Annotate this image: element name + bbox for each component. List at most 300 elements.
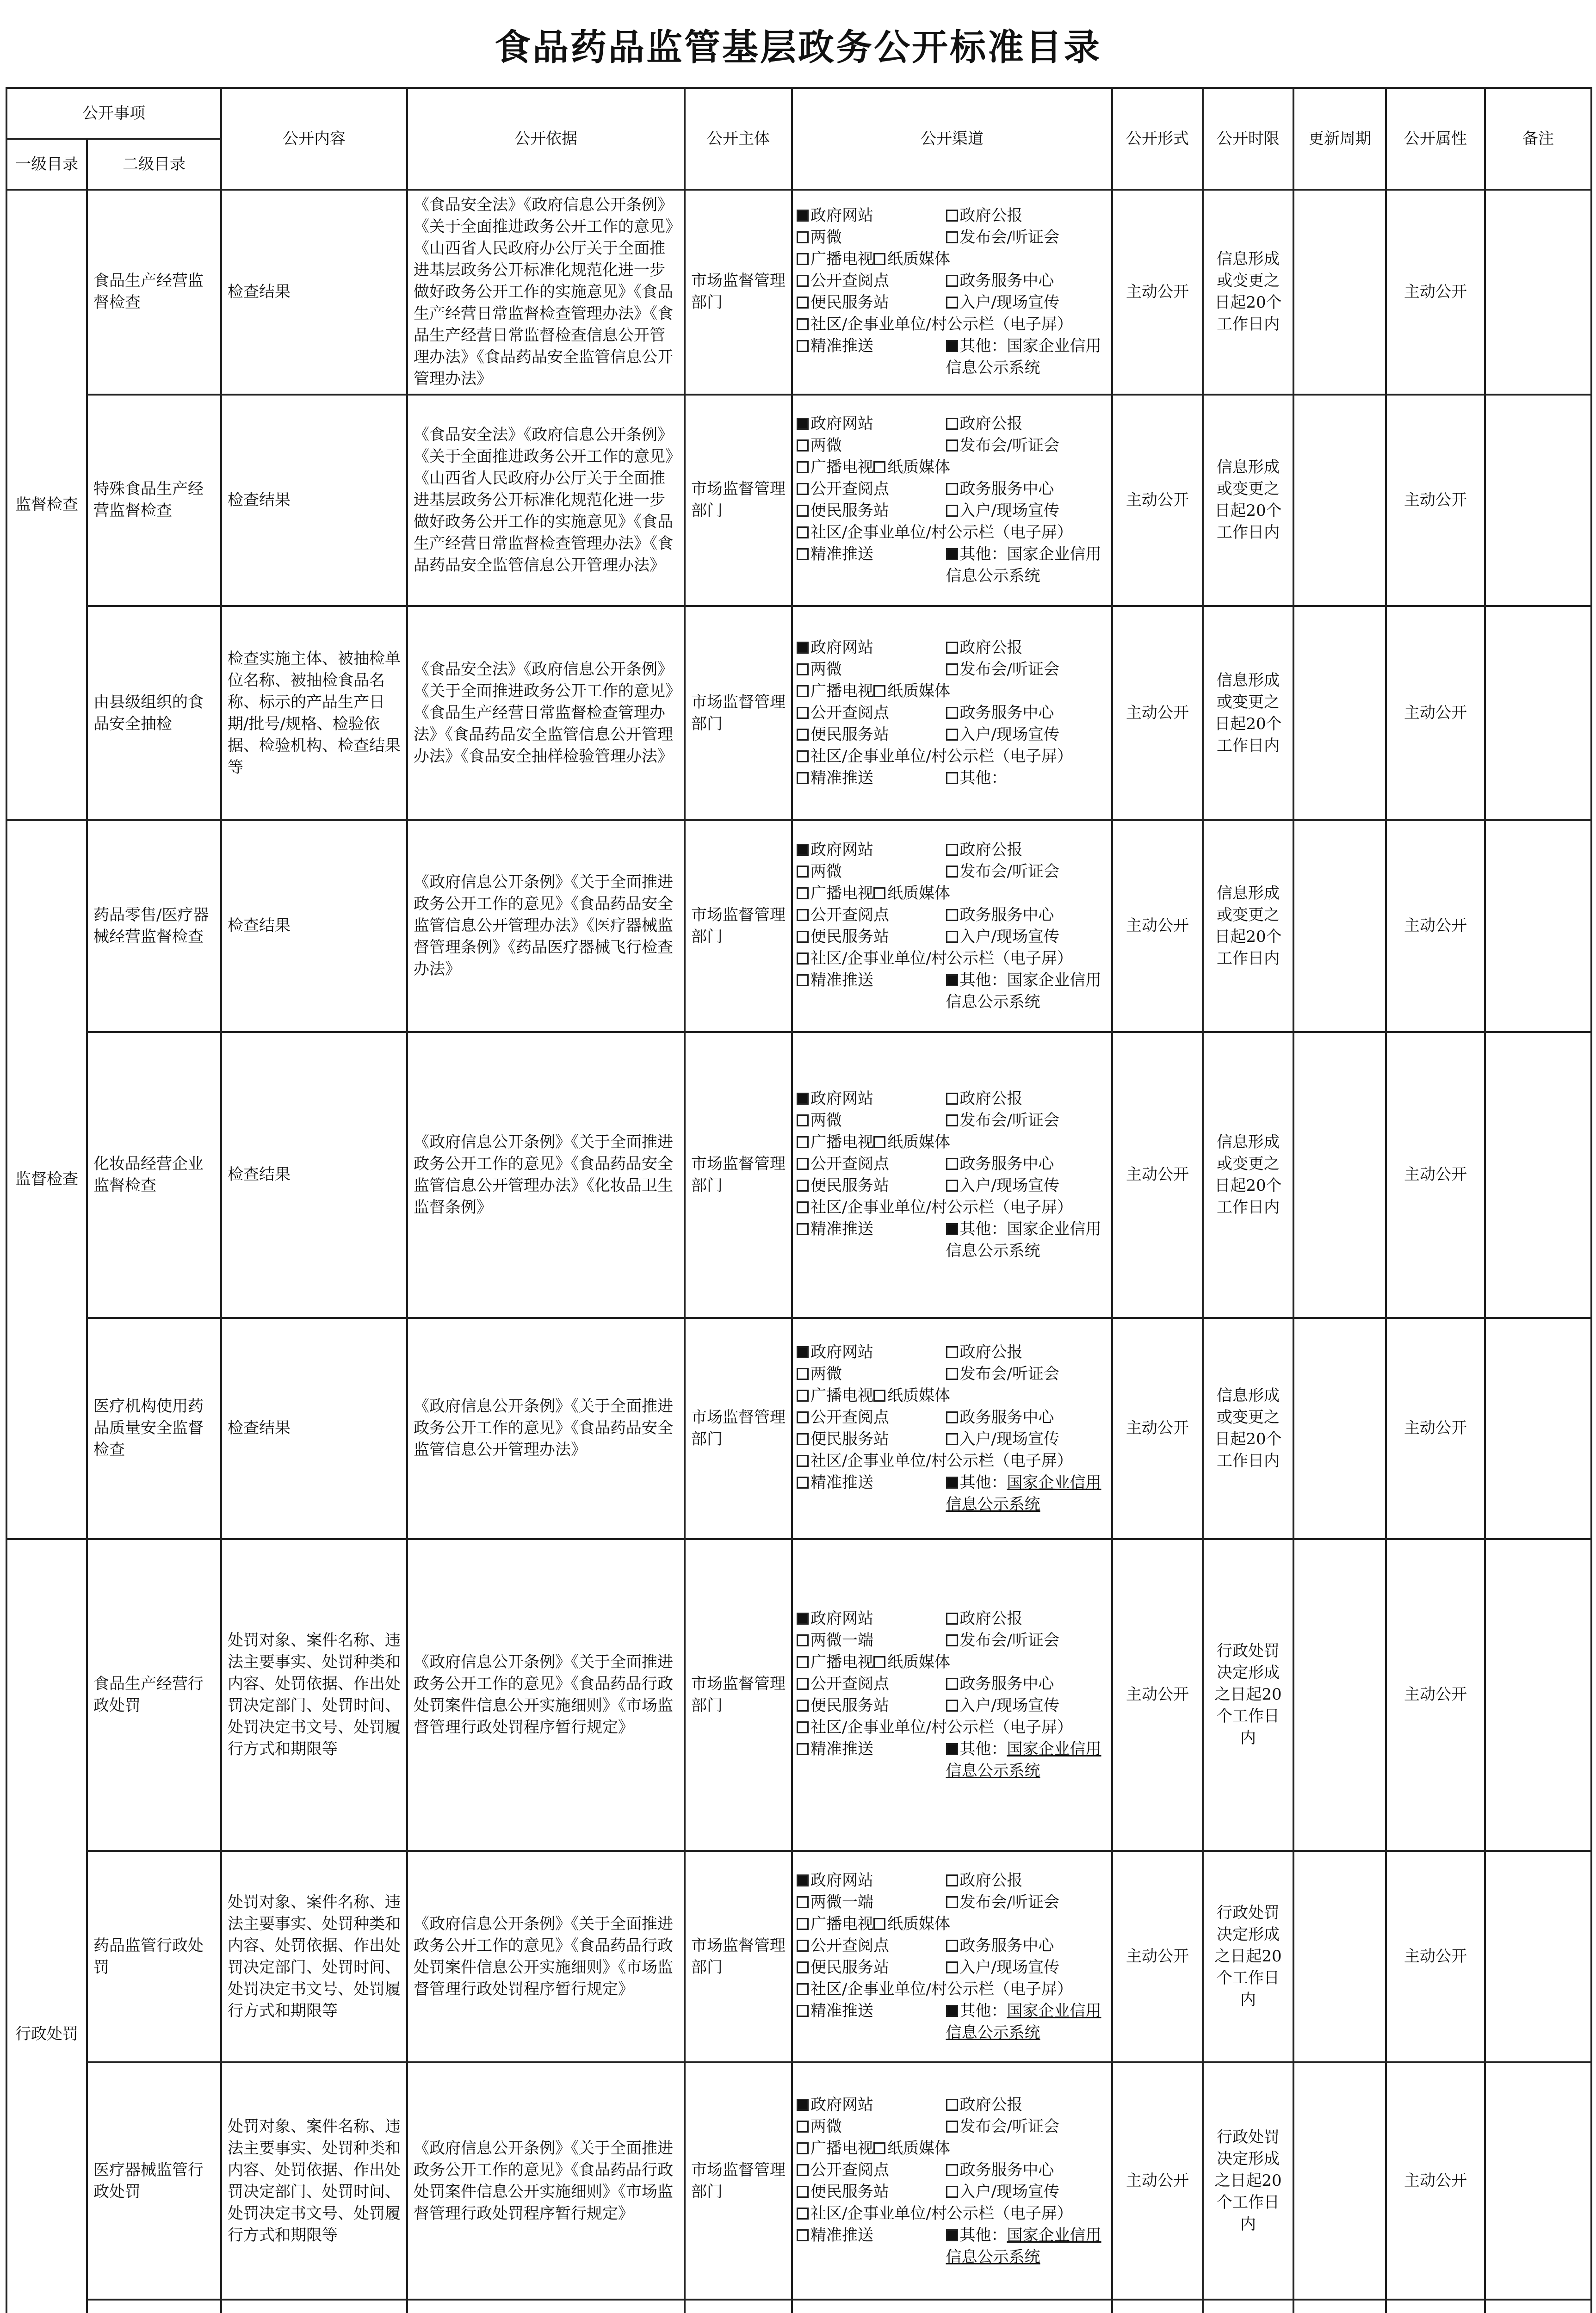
channel-label: 广播电视 (810, 884, 873, 903)
time-limit-cell (1203, 2300, 1293, 2313)
channel-convenience (797, 926, 946, 948)
channel-press (946, 2116, 1107, 2138)
update-cell (1293, 190, 1386, 395)
basis-cell: 《政府信息公开条例》《关于全面推进政务公开工作的意见》《食品药品行政处罚案件信息公开实施细则》《市场监督管理行政处罚程序暂行规定》 (407, 1851, 685, 2063)
update-cell (1293, 395, 1386, 606)
update-cell (1293, 1318, 1386, 1539)
channel-community (797, 1717, 1107, 1738)
level1-cell: 行政处罚 (6, 1539, 87, 2313)
checkbox-icon (797, 844, 809, 856)
checkbox-icon (797, 1411, 809, 1423)
channel-label: 精准推送 (810, 1739, 873, 1758)
channel-label: 政务服务中心 (959, 1154, 1054, 1173)
channel-label: 公开查阅点 (810, 272, 889, 291)
channel-press (946, 435, 1107, 457)
channel-two-micro (797, 861, 946, 883)
credit-system-text: 国家企业信用信息公示系统 (946, 545, 1101, 586)
channel-label: 纸质媒体 (887, 458, 950, 477)
channel-list (797, 205, 1107, 379)
header-channel: 公开渠道 (792, 88, 1112, 190)
checkbox-icon (797, 2229, 809, 2241)
attribute-cell: 主动公开 (1386, 820, 1485, 1032)
channel-precise (797, 544, 946, 587)
credit-system-text: 国家企业信用信息公示系统 (946, 1739, 1101, 1780)
form-cell: 主动公开 (1112, 2062, 1203, 2300)
channel-convenience (797, 1429, 946, 1450)
channel-cell (792, 820, 1112, 1032)
checkbox-icon (946, 231, 958, 243)
checkbox-icon (946, 909, 958, 921)
checkbox-icon (946, 642, 958, 654)
checkbox-icon (797, 505, 809, 517)
form-cell: 主动公开 (1112, 820, 1203, 1032)
checkbox-icon (946, 418, 958, 430)
channel-two-micro (797, 1363, 946, 1385)
channel-community (797, 1450, 1107, 1472)
channel-label: 两微一端 (810, 1631, 873, 1650)
checkbox-icon (797, 461, 809, 473)
channel-label: 其他： (959, 2001, 1007, 2020)
header-content: 公开内容 (221, 88, 407, 190)
checkbox-icon (797, 1896, 809, 1908)
channel-label: 政务服务中心 (959, 1936, 1054, 1955)
form-cell: 主动公开 (1112, 1539, 1203, 1851)
channel-label: 政府网站 (810, 1871, 873, 1890)
channel-press (946, 1630, 1107, 1651)
channel-label: 公开查阅点 (810, 480, 889, 499)
checkbox-icon (946, 548, 958, 560)
header-attribute: 公开属性 (1386, 88, 1485, 190)
channel-consult (797, 702, 946, 724)
channel-consult (797, 1407, 946, 1429)
channel-two-micro (797, 227, 946, 248)
form-cell (1112, 2300, 1203, 2313)
channel-label: 两微 (810, 228, 842, 247)
channel-label: 入户/现场宣传 (959, 1958, 1060, 1977)
table-row (6, 820, 1591, 1032)
channel-label: 社区/企事业单位/村公示栏（电子屏） (810, 523, 1073, 542)
channel-two-micro (797, 659, 946, 680)
channel-label: 政务服务中心 (959, 905, 1054, 924)
channel-precise (797, 1218, 946, 1262)
channel-label: 精准推送 (810, 769, 873, 788)
remark-cell (1485, 395, 1591, 606)
channel-convenience (797, 500, 946, 522)
page-title: 食品药品监管基层政务公开标准目录 (494, 27, 1101, 68)
channel-label: 政府网站 (810, 1089, 873, 1108)
content-cell: 检查结果 (221, 1318, 407, 1539)
channel-label: 入户/现场宣传 (959, 293, 1060, 312)
channel-label: 社区/企事业单位/村公示栏（电子屏） (810, 1718, 1073, 1737)
checkbox-icon (797, 1201, 809, 1213)
checkbox-icon (873, 887, 885, 899)
checkbox-icon (946, 340, 958, 352)
channel-label: 广播电视 (810, 1914, 873, 1933)
channel-household (946, 2181, 1107, 2203)
channel-cell (792, 606, 1112, 820)
channel-precise (797, 970, 946, 1013)
checkbox-icon (946, 844, 958, 856)
remark-cell (1485, 2300, 1591, 2313)
channel-service-center (946, 270, 1107, 292)
channel-label: 广播电视 (810, 1652, 873, 1671)
checkbox-icon (797, 1158, 809, 1170)
checkbox-icon (797, 1346, 809, 1358)
checkbox-icon (873, 1656, 885, 1668)
checkbox-icon (946, 2099, 958, 2111)
subject-cell: 市场监督管理部门 (685, 1851, 792, 2063)
channel-community (797, 2203, 1107, 2225)
checkbox-icon (797, 707, 809, 719)
channel-label: 便民服务站 (810, 2182, 889, 2201)
channel-label: 广播电视 (810, 250, 873, 269)
channel-community (797, 1197, 1107, 1218)
channel-list (797, 1608, 1107, 1782)
level2-cell: 药品零售/医疗器械经营监督检查 (87, 820, 221, 1032)
checkbox-icon (946, 663, 958, 675)
level2-cell: 特殊食品生产经营监督检查 (87, 395, 221, 606)
channel-gov-site (797, 1088, 946, 1110)
checkbox-icon (946, 2121, 958, 2133)
channel-household (946, 926, 1107, 948)
form-cell: 主动公开 (1112, 606, 1203, 820)
channel-label: 两微 (810, 1364, 842, 1383)
checkbox-icon (946, 2005, 958, 2017)
channel-label: 广播电视 (810, 1386, 873, 1405)
channel-gov-gazette (946, 2094, 1107, 2116)
subject-cell: 市场监督管理部门 (685, 1032, 792, 1318)
update-cell (1293, 2062, 1386, 2300)
checkbox-icon (946, 707, 958, 719)
checkbox-icon (946, 2186, 958, 2198)
basis-cell: 《食品安全法》《政府信息公开条例》《关于全面推进政务公开工作的意见》《山西省人民政府办公厅关于全面推进基层政务公开标准化规范化进一步做好政务公开工作的实施意见》《食品生产经营日常监督检查管理办法》《食品药品安全监管信息公开管理办法》 (407, 395, 685, 606)
channel-gov-gazette (946, 205, 1107, 227)
channel-label: 政府公报 (959, 2095, 1023, 2114)
remark-cell (1485, 190, 1591, 395)
channel-precise (797, 767, 946, 789)
checkbox-icon (797, 1983, 809, 1995)
channel-label: 入户/现场宣传 (959, 501, 1060, 520)
channel-label: 入户/现场宣传 (959, 1176, 1060, 1195)
subject-cell: 市场监督管理部门 (685, 1539, 792, 1851)
checkbox-icon (873, 461, 885, 473)
update-cell (1293, 606, 1386, 820)
basis-cell: 《政府信息公开条例》《关于全面推进政务公开工作的意见》《食品药品行政处罚案件信息公开实施细则》《市场监督管理行政处罚程序暂行规定》 (407, 1539, 685, 1851)
basis-cell: 《政府信息公开条例》《关于全面推进政务公开工作的意见》《食品药品安全监管信息公开管理办法》 (407, 1318, 685, 1539)
attribute-cell: 主动公开 (1386, 1032, 1485, 1318)
subject-cell: 市场监督管理部门 (685, 2062, 792, 2300)
checkbox-icon (797, 1433, 809, 1445)
checkbox-icon (946, 729, 958, 741)
channel-label: 纸质媒体 (887, 1132, 950, 1151)
time-limit-cell: 信息形成或变更之日起20个工作日内 (1203, 820, 1293, 1032)
table-row (6, 395, 1591, 606)
header-update: 更新周期 (1293, 88, 1386, 190)
channel-service-center (946, 1673, 1107, 1695)
channel-list (797, 1870, 1107, 2044)
content-cell: 检查实施主体、被抽检单位名称、被抽检食品名称、标示的产品生产日期/批号/规格、检验依据、检验机构、检查结果等 (221, 606, 407, 820)
update-cell (1293, 1539, 1386, 1851)
channel-label: 政务服务中心 (959, 480, 1054, 499)
basis-cell: 《政府信息公开条例》《关于全面推进政务公开工作的意见》《食品药品安全监管信息公开管理办法》《化妆品卫生监督条例》 (407, 1032, 685, 1318)
channel-convenience (797, 292, 946, 314)
attribute-cell: 主动公开 (1386, 190, 1485, 395)
channel-label: 纸质媒体 (887, 682, 950, 701)
table-row (6, 1318, 1591, 1539)
basis-cell (407, 2300, 685, 2313)
checkbox-icon (873, 2142, 885, 2154)
header-remark: 备注 (1485, 88, 1591, 190)
checkbox-icon (873, 1918, 885, 1930)
checkbox-icon (797, 526, 809, 538)
checkbox-icon (797, 439, 809, 451)
channel-label: 政府网站 (810, 638, 873, 657)
channel-label: 公开查阅点 (810, 704, 889, 723)
channel-label: 发布会/听证会 (959, 1631, 1060, 1650)
channel-label: 政府网站 (810, 1342, 873, 1361)
channel-media (797, 1913, 1107, 1935)
channel-label: 精准推送 (810, 1473, 873, 1492)
channel-label: 两微一端 (810, 1892, 873, 1911)
channel-label: 政府网站 (810, 206, 873, 225)
channel-label: 便民服务站 (810, 293, 889, 312)
channel-label: 纸质媒体 (887, 1386, 950, 1405)
channel-media (797, 2138, 1107, 2159)
checkbox-icon (946, 505, 958, 517)
channel-list (797, 1088, 1107, 1262)
checkbox-icon (797, 1940, 809, 1952)
channel-gov-site (797, 1342, 946, 1363)
checkbox-icon (797, 685, 809, 697)
table-row (6, 2300, 1591, 2313)
channel-label: 政府公报 (959, 206, 1023, 225)
checkbox-icon (797, 275, 809, 287)
channel-label: 广播电视 (810, 458, 873, 477)
remark-cell (1485, 606, 1591, 820)
channel-label: 其他： (959, 1473, 1007, 1492)
update-cell (1293, 1851, 1386, 2063)
channel-label: 发布会/听证会 (959, 2117, 1060, 2136)
channel-label: 发布会/听证会 (959, 660, 1060, 679)
channel-press (946, 861, 1107, 883)
channel-service-center (946, 1153, 1107, 1175)
channel-list (797, 2094, 1107, 2268)
channel-media (797, 1385, 1107, 1407)
checkbox-icon (797, 772, 809, 784)
channel-label: 其他： (959, 1739, 1007, 1758)
subject-cell (685, 2300, 792, 2313)
form-cell: 主动公开 (1112, 1032, 1203, 1318)
channel-label: 政务服务中心 (959, 2160, 1054, 2179)
channel-cell (792, 1032, 1112, 1318)
checkbox-icon (873, 1136, 885, 1148)
checkbox-icon (797, 866, 809, 878)
channel-label: 政府网站 (810, 840, 873, 859)
level2-cell (87, 2300, 221, 2313)
channel-label: 发布会/听证会 (959, 436, 1060, 455)
checkbox-icon (797, 1613, 809, 1625)
checkbox-icon (797, 2142, 809, 2154)
channel-label: 政务服务中心 (959, 1408, 1054, 1427)
channel-label: 纸质媒体 (887, 1652, 950, 1671)
channel-household (946, 500, 1107, 522)
checkbox-icon (797, 1390, 809, 1402)
channel-label: 其他： (959, 1219, 1007, 1238)
remark-cell (1485, 2062, 1591, 2300)
channel-label: 政府网站 (810, 2095, 873, 2114)
remark-cell (1485, 1318, 1591, 1539)
attribute-cell: 主动公开 (1386, 2062, 1485, 2300)
channel-consult (797, 1673, 946, 1695)
channel-label: 其他： (959, 769, 1007, 788)
channel-label: 政务服务中心 (959, 1674, 1054, 1693)
channel-convenience (797, 1175, 946, 1197)
channel-label: 其他： (959, 337, 1007, 356)
channel-two-micro (797, 435, 946, 457)
subject-cell: 市场监督管理部门 (685, 820, 792, 1032)
channel-consult (797, 1153, 946, 1175)
channel-other (946, 335, 1107, 379)
subject-cell: 市场监督管理部门 (685, 606, 792, 820)
level1-cell: 监督检查 (6, 190, 87, 820)
basis-cell: 《政府信息公开条例》《关于全面推进政务公开工作的意见》《食品药品安全监管信息公开管理办法》《医疗器械监督管理条例》《药品医疗器械飞行检查办法》 (407, 820, 685, 1032)
checkbox-icon (797, 642, 809, 654)
channel-service-center (946, 478, 1107, 500)
channel-label: 两微 (810, 660, 842, 679)
channel-cell (792, 1851, 1112, 2063)
time-limit-cell: 行政处罚决定形成之日起20个工作日内 (1203, 1851, 1293, 2063)
channel-label: 便民服务站 (810, 501, 889, 520)
channel-community (797, 314, 1107, 335)
checkbox-icon (946, 1093, 958, 1105)
channel-press (946, 1363, 1107, 1385)
level1-cell: 监督检查 (6, 820, 87, 1539)
channel-media (797, 248, 1107, 270)
channel-label: 便民服务站 (810, 1958, 889, 1977)
channel-consult (797, 270, 946, 292)
channel-label: 精准推送 (810, 545, 873, 564)
channel-press (946, 659, 1107, 680)
channel-media (797, 1132, 1107, 1153)
channel-cell (792, 2062, 1112, 2300)
channel-two-micro (797, 2116, 946, 2138)
checkbox-icon (797, 1874, 809, 1886)
channel-gov-gazette (946, 637, 1107, 659)
checkbox-icon (946, 1961, 958, 1973)
channel-media (797, 1651, 1107, 1673)
channel-other (946, 2000, 1107, 2044)
checkbox-icon (797, 1368, 809, 1380)
channel-gov-gazette (946, 1870, 1107, 1892)
channel-convenience (797, 2181, 946, 2203)
checkbox-icon (946, 275, 958, 287)
channel-cell (792, 190, 1112, 395)
channel-precise (797, 2000, 946, 2044)
checkbox-icon (946, 1223, 958, 1235)
channel-label: 便民服务站 (810, 1176, 889, 1195)
channel-label: 社区/企事业单位/村公示栏（电子屏） (810, 315, 1073, 334)
catalog-table (6, 87, 1592, 2313)
checkbox-icon (797, 1477, 809, 1489)
channel-list (797, 1342, 1107, 1515)
channel-cell (792, 1539, 1112, 1851)
channel-other (946, 1218, 1107, 1262)
checkbox-icon (946, 1678, 958, 1690)
checkbox-icon (797, 952, 809, 965)
content-cell: 处罚对象、案件名称、违法主要事实、处罚种类和内容、处罚依据、作出处罚决定部门、处罚时间、处罚决定书文号、处罚履行方式和期限等 (221, 1539, 407, 1851)
channel-press (946, 1892, 1107, 1913)
channel-label: 社区/企事业单位/村公示栏（电子屏） (810, 747, 1073, 766)
basis-cell: 《食品安全法》《政府信息公开条例》《关于全面推进政务公开工作的意见》《食品生产经营日常监督检查管理办法》《食品药品安全监管信息公开管理办法》《食品安全抽样检验管理办法》 (407, 606, 685, 820)
channel-other (946, 544, 1107, 587)
channel-label: 社区/企事业单位/村公示栏（电子屏） (810, 1979, 1073, 1998)
checkbox-icon (797, 2164, 809, 2176)
checkbox-icon (797, 974, 809, 986)
header-level2: 二级目录 (87, 139, 221, 190)
channel-community (797, 746, 1107, 767)
checkbox-icon (946, 1700, 958, 1712)
checkbox-icon (797, 418, 809, 430)
channel-community (797, 522, 1107, 544)
channel-label: 政府公报 (959, 1871, 1023, 1890)
checkbox-icon (797, 2186, 809, 2198)
credit-system-text: 国家企业信用信息公示系统 (946, 1219, 1101, 1260)
channel-community (797, 948, 1107, 970)
channel-gov-site (797, 2094, 946, 2116)
channel-label: 精准推送 (810, 1219, 873, 1238)
channel-label: 社区/企事业单位/村公示栏（电子屏） (810, 2204, 1073, 2223)
checkbox-icon (797, 210, 809, 222)
channel-label: 两微 (810, 1111, 842, 1130)
channel-other (946, 1472, 1107, 1515)
form-cell: 主动公开 (1112, 395, 1203, 606)
content-cell (221, 2300, 407, 2313)
level2-cell: 医疗机构使用药品质量安全监督检查 (87, 1318, 221, 1539)
channel-media (797, 883, 1107, 904)
level2-cell: 食品生产经营行政处罚 (87, 1539, 221, 1851)
channel-service-center (946, 1407, 1107, 1429)
checkbox-icon (797, 318, 809, 330)
checkbox-icon (946, 1368, 958, 1380)
subject-cell: 市场监督管理部门 (685, 395, 792, 606)
channel-list (797, 839, 1107, 1013)
channel-label: 两微 (810, 436, 842, 455)
time-limit-cell: 信息形成或变更之日起20个工作日内 (1203, 1318, 1293, 1539)
channel-label: 便民服务站 (810, 1696, 889, 1715)
channel-label: 广播电视 (810, 682, 873, 701)
checkbox-icon (946, 483, 958, 495)
channel-gov-gazette (946, 413, 1107, 435)
channel-label: 两微 (810, 2117, 842, 2136)
table-row (6, 1032, 1591, 1318)
channel-label: 入户/现场宣传 (959, 2182, 1060, 2201)
checkbox-icon (797, 2099, 809, 2111)
content-cell: 处罚对象、案件名称、违法主要事实、处罚种类和内容、处罚依据、作出处罚决定部门、处罚时间、处罚决定书文号、处罚履行方式和期限等 (221, 2062, 407, 2300)
channel-label: 入户/现场宣传 (959, 725, 1060, 744)
channel-label: 精准推送 (810, 2226, 873, 2245)
channel-label: 入户/现场宣传 (959, 1696, 1060, 1715)
channel-gov-site (797, 1870, 946, 1892)
content-cell: 检查结果 (221, 820, 407, 1032)
channel-service-center (946, 2159, 1107, 2181)
channel-label: 政府公报 (959, 1609, 1023, 1628)
channel-cell (792, 1318, 1112, 1539)
channel-label: 精准推送 (810, 971, 873, 990)
remark-cell (1485, 1539, 1591, 1851)
checkbox-icon (797, 340, 809, 352)
checkbox-icon (797, 1721, 809, 1733)
checkbox-icon (797, 750, 809, 762)
